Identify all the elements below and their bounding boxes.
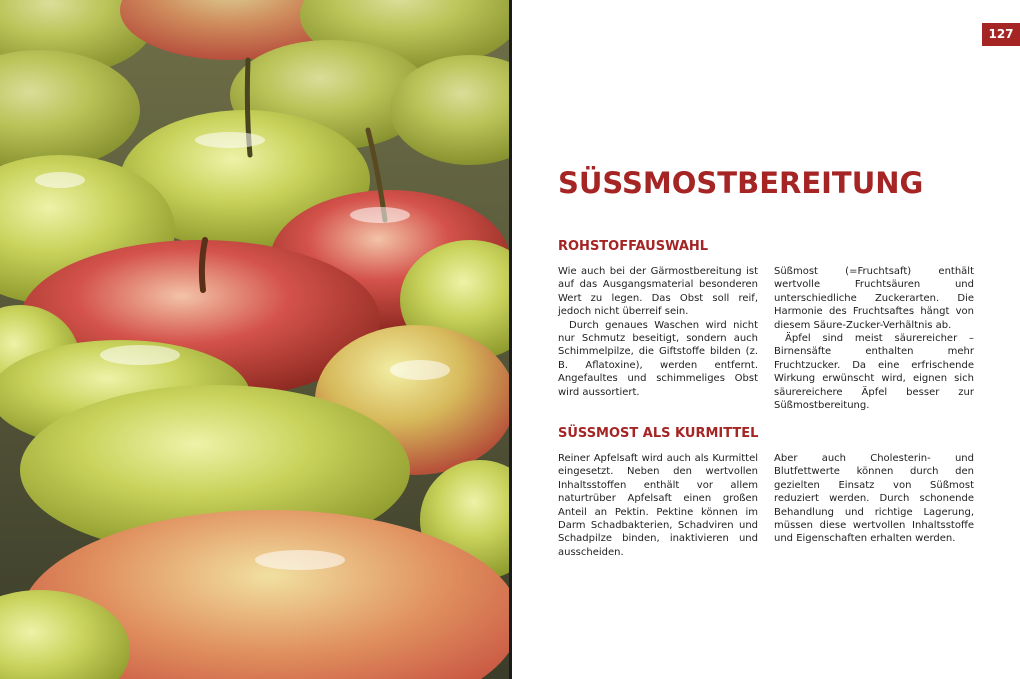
section-heading-kurmittel: SÜSSMOST ALS KURMITTEL (558, 426, 759, 441)
paragraph: Durch genaues Waschen wird nicht nur Schmutz beseitigt, sondern auch Schimmelpilze, die Giftstoffe bilden (z. B. Aflatoxine), werden entfernt. Angefaultes und schimmeliges Obst wird aussortiert. (558, 319, 758, 398)
section-heading-rohstoffauswahl: ROHSTOFFAUSWAHL (558, 239, 709, 254)
section-2-right-column (774, 452, 974, 546)
apples-photo (0, 0, 509, 679)
paragraph: Süßmost (=Fruchtsaft) enthält wertvolle Fruchtsäuren und unterschiedliche Zuckerarten. Die Harmonie des Fruchtsaftes hängt von diesem Säure-Zucker-Verhältnis ab. (774, 266, 974, 331)
section-2-left-column (558, 452, 758, 559)
paragraph: Äpfel sind meist säurereicher – Birnensäfte enthalten mehr Fruchtzucker. Da eine erfrischende Wirkung erwünscht wird, eignen sich säurereichere Äpfel besser zur Süßmostbereitung. (774, 333, 974, 412)
paragraph: Reiner Apfelsaft wird auch als Kurmittel eingesetzt. Neben den wertvollen Inhaltsstoffen enthält vor allem naturtrüber Apfelsaft einen großen Anteil an Pektin. Pektine können im Darm Schadbakterien, Schadviren und Schadpilze binden, inaktivieren und ausscheiden. (558, 453, 758, 558)
paragraph: Aber auch Cholesterin- und Blutfettwerte können durch den gezielten Einsatz von Süßmost reduziert werden. Durch schonende Behandlung und richtige Lagerung, müssen diese wertvollen Inhaltsstoffe und Eigenschaften erhalten werden. (774, 453, 974, 545)
apples-illustration (0, 0, 509, 679)
paragraph: Wie auch bei der Gärmostbereitung ist auf das Ausgangsmaterial besonderen Wert zu legen. Das Obst soll reif, jedoch nicht überreif sein. (558, 266, 758, 318)
section-1-right-column (774, 265, 974, 412)
text-page (512, 0, 1020, 679)
section-1-left-column (558, 265, 758, 399)
chapter-title: SÜSSMOSTBEREITUNG (558, 166, 924, 200)
page-number: 127 (982, 23, 1020, 46)
